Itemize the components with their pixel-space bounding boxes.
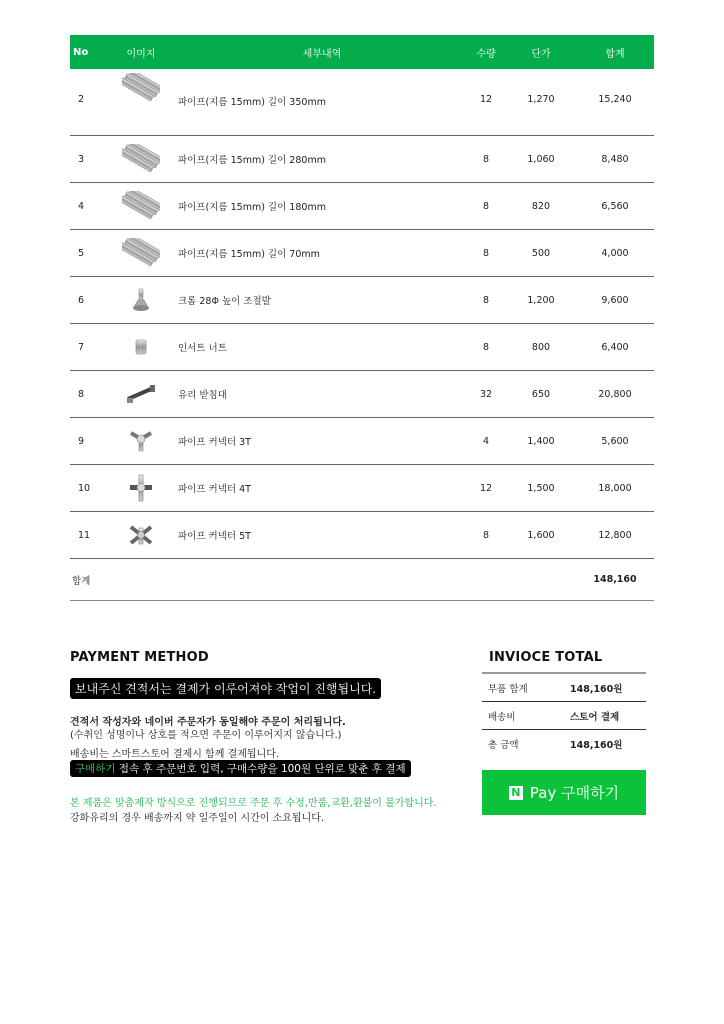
table-row	[70, 465, 654, 512]
row-no: 6	[78, 294, 85, 306]
total-label: 합계	[72, 575, 91, 587]
table-row	[70, 277, 654, 324]
insert-nut-icon	[134, 338, 148, 356]
row-price: 820	[531, 200, 551, 212]
shipping-note: 배송비는 스마트스토어 결제시 함께 결제됩니다.	[70, 749, 280, 760]
npay-purchase-button[interactable]	[482, 770, 646, 815]
invoice-label: 배송비	[488, 711, 516, 723]
leveling-foot-icon	[129, 287, 153, 313]
row-no: 2	[78, 94, 85, 105]
row-price: 1,600	[527, 529, 555, 541]
row-qty: 8	[482, 529, 490, 541]
row-desc: 파이프(지름 15mm) 길이 70mm	[178, 249, 320, 260]
table-row	[70, 418, 654, 465]
row-qty: 8	[482, 294, 490, 306]
row-sum: 20,800	[598, 388, 632, 400]
invoice-row	[482, 672, 646, 701]
row-sum: 6,400	[601, 341, 629, 353]
glass-delivery-note: 강화유리의 경우 배송까지 약 일주일이 시간이 소요됩니다.	[70, 813, 325, 824]
row-no: 7	[78, 341, 85, 353]
row-price: 1,400	[527, 435, 555, 447]
row-no: 4	[78, 200, 85, 212]
row-no: 5	[78, 247, 85, 259]
row-no: 3	[78, 153, 85, 165]
invoice-value: 스토어 결제	[570, 711, 620, 723]
table-row	[70, 136, 654, 183]
purchase-instruction-rest: 접속 후 주문번호 입력, 구매수량을 100원 단위로 맞춘 후 결제	[115, 763, 406, 775]
row-qty: 8	[482, 341, 490, 353]
payment-notice: 보내주신 견적서는 결제가 이루어져야 작업이 진행됩니다.	[70, 678, 381, 699]
row-sum: 9,600	[601, 294, 629, 306]
row-desc: 파이프 커넥터 4T	[178, 484, 251, 495]
row-price: 1,060	[527, 153, 555, 165]
npay-label: Pay 구매하기	[529, 784, 620, 802]
row-qty: 12	[479, 482, 493, 494]
row-qty: 8	[482, 153, 490, 165]
invoice-row	[482, 701, 646, 729]
orderer-match-note: 견적서 작성자와 네이버 주문자가 동일해야 주문이 처리됩니다.	[70, 717, 346, 728]
row-sum: 12,800	[598, 529, 632, 541]
pipe-icon	[122, 238, 160, 268]
row-sum: 4,000	[601, 247, 629, 259]
invoice-total-title: INVIOCE TOTAL	[489, 650, 603, 665]
invoice-value: 148,160원	[570, 739, 623, 751]
table-row	[70, 183, 654, 230]
table-row	[70, 371, 654, 418]
row-sum: 15,240	[598, 94, 632, 105]
row-price: 1,500	[527, 482, 555, 494]
row-desc: 파이프(지름 15mm) 길이 280mm	[178, 155, 326, 166]
row-qty: 32	[479, 388, 493, 400]
table-row	[70, 230, 654, 277]
row-desc: 크롬 28Φ 높이 조절발	[178, 296, 271, 307]
glass-bracket-icon	[125, 383, 157, 405]
quote-table	[70, 35, 654, 601]
table-row	[70, 69, 654, 136]
purchase-instruction	[70, 760, 411, 777]
row-qty: 12	[479, 94, 493, 105]
invoice-total-table	[482, 672, 646, 757]
table-header	[70, 35, 654, 69]
table-row	[70, 512, 654, 559]
row-no: 11	[78, 529, 91, 541]
row-no: 10	[78, 482, 91, 494]
row-sum: 18,000	[598, 482, 632, 494]
header-sum: 합계	[605, 48, 625, 60]
row-price: 800	[531, 341, 551, 353]
row-qty: 8	[482, 200, 490, 212]
row-sum: 8,480	[601, 153, 629, 165]
header-no: No	[73, 46, 89, 58]
header-desc: 세부내역	[302, 48, 342, 60]
naver-n-icon: N	[509, 786, 523, 800]
row-price: 650	[531, 388, 551, 400]
row-desc: 파이프 커넥터 5T	[178, 531, 251, 542]
row-sum: 6,560	[601, 200, 629, 212]
header-image: 이미지	[126, 48, 156, 60]
row-price: 1,200	[527, 294, 555, 306]
recipient-name-note: (수취인 성명이나 상호를 적으면 주문이 이루어지지 않습니다.)	[70, 730, 342, 741]
invoice-label: 총 금액	[488, 739, 519, 751]
connector-5t-icon	[128, 523, 154, 547]
row-desc: 인서트 너트	[178, 343, 227, 354]
row-desc: 파이프(지름 15mm) 길이 180mm	[178, 202, 326, 213]
row-desc: 파이프 커넥터 3T	[178, 437, 251, 448]
row-sum: 5,600	[601, 435, 629, 447]
row-desc: 유리 받침대	[178, 390, 227, 401]
invoice-label: 부품 합계	[488, 683, 528, 695]
table-total-row	[70, 559, 654, 601]
purchase-highlight: 구매하기	[75, 763, 116, 775]
connector-4t-icon	[128, 474, 154, 502]
row-price: 1,270	[527, 94, 555, 105]
row-qty: 8	[482, 247, 490, 259]
pipe-icon	[122, 73, 160, 103]
row-no: 9	[78, 435, 85, 447]
payment-method-title: PAYMENT METHOD	[70, 650, 209, 665]
pipe-icon	[122, 191, 160, 221]
row-price: 500	[531, 247, 551, 259]
row-no: 8	[78, 388, 85, 400]
row-desc: 파이프(지름 15mm) 길이 350mm	[178, 97, 326, 108]
connector-3t-icon	[128, 429, 154, 453]
header-price: 단가	[531, 48, 551, 60]
pipe-icon	[122, 144, 160, 174]
custom-order-warning: 본 제품은 맞춤제작 방식으로 진행되므로 주문 후 수정,반품,교환,환불이 불가합니다.	[70, 798, 437, 809]
table-row	[70, 324, 654, 371]
total-value: 148,160	[593, 574, 637, 585]
row-qty: 4	[482, 435, 490, 447]
invoice-value: 148,160원	[570, 683, 623, 695]
invoice-row	[482, 729, 646, 757]
header-qty: 수량	[476, 48, 496, 60]
